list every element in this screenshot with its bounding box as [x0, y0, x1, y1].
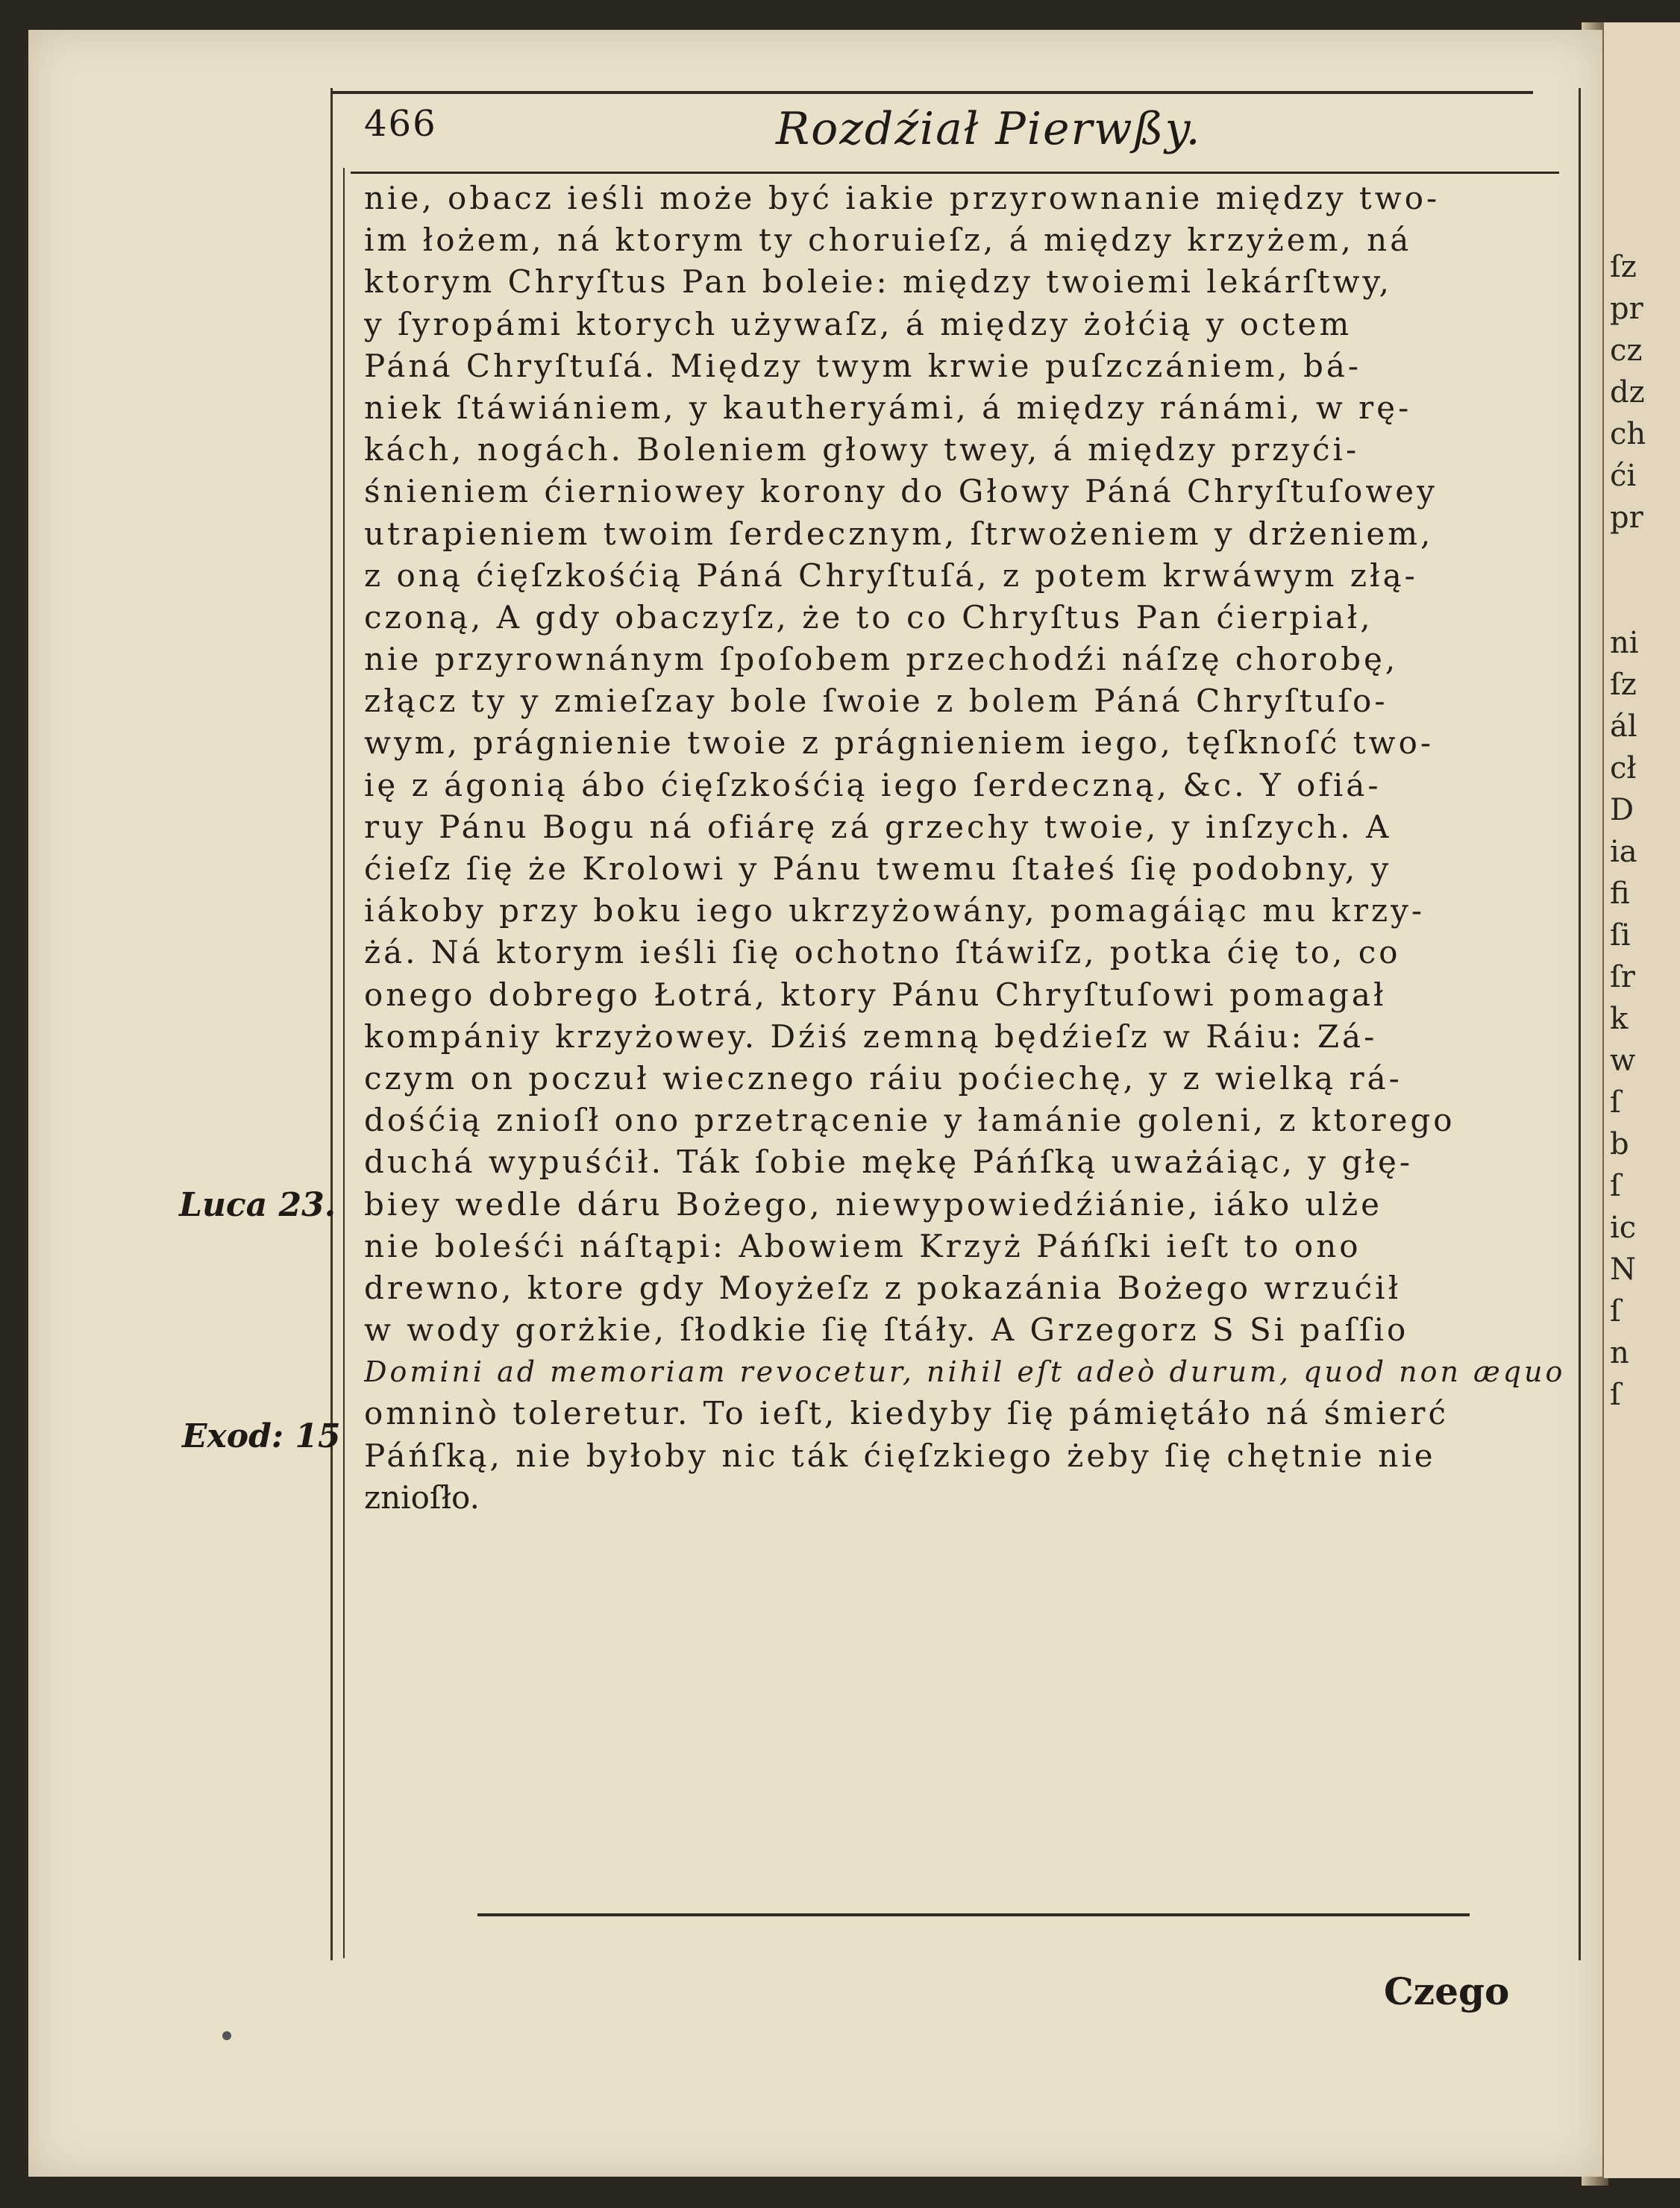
text-line: ćieſz ſię że Krolowi y Pánu twemu ſtałeś ſię podobny, y [364, 850, 1392, 887]
text-line: znioſło. [364, 1478, 480, 1516]
facing-page-fragment: ći [1610, 459, 1637, 493]
text-line: Páńſką, nie byłoby nic ták ćięſzkiego żeby ſię chętnie nie [364, 1437, 1436, 1474]
facing-page-fragment: pr [1610, 501, 1643, 535]
facing-page-fragment: ſi [1610, 918, 1631, 953]
text-line: nie przyrownánym ſpoſobem przechodźi náſzę chorobę, [364, 641, 1399, 678]
facing-page-fragment: cz [1610, 333, 1643, 368]
text-line: onego dobrego Łotrá, ktory Pánu Chryſtuſowi pomagał [364, 976, 1387, 1013]
text-line: y ſyropámi ktorych używaſz, á między żołćią y octem [364, 305, 1353, 342]
facing-page-fragment [1610, 580, 1646, 622]
text-line: z oną ćięſzkośćią Páná Chryſtuſá, z potem krwáwym złą- [364, 556, 1418, 594]
facing-page-fragment: D [1610, 793, 1634, 827]
text-line: czoną, A gdy obaczyſz, że to co Chryſtus Pan ćierpiał, [364, 598, 1373, 636]
text-line: niek ſtáwiániem, y kautheryámi, á między ránámi, w rę- [364, 389, 1412, 426]
text-line: nie boleśći náſtąpi: Abowiem Krzyż Páńſki ieſt to ono [364, 1227, 1361, 1264]
ink-spot [222, 2031, 231, 2040]
facing-page-fragment: cł [1610, 751, 1637, 785]
text-line: ię z ágonią ábo ćięſzkośćią iego ſerdeczną, &c. Y ofiá- [364, 766, 1382, 803]
catchword: Czego [1384, 1969, 1510, 2013]
facing-page-fragment: ni [1610, 626, 1639, 660]
facing-page-fragment: ia [1610, 835, 1637, 869]
text-line: kách, nogách. Boleniem głowy twey, á między przyći- [364, 431, 1360, 468]
running-head [358, 103, 1582, 166]
facing-page-fragment: ſ [1610, 1294, 1621, 1329]
text-line: kompániy krzyżowey. Dźiś zemną będźieſz w Ráiu: Zá- [364, 1017, 1378, 1055]
facing-page-fragment: w [1610, 1044, 1636, 1078]
facing-page-fragment: ſz [1610, 668, 1637, 702]
facing-page-text [1610, 246, 1646, 1416]
facing-page-fragment: k [1610, 1002, 1629, 1036]
text-line: nie, obacz ieśli może być iakie przyrownanie między two- [364, 180, 1441, 216]
text-line: Páná Chryſtuſá. Między twym krwie puſzczániem, bá- [364, 347, 1362, 384]
text-line: śnieniem ćierniowey korony do Głowy Páná Chryſtuſowey [364, 473, 1438, 510]
facing-page-fragment: n [1610, 1336, 1629, 1370]
chapter-title: Rozdźiał Pierwßy. [776, 103, 1202, 155]
text-line: wym, prágnienie twoie z prágnieniem iego, tęſknoſć two- [364, 724, 1435, 762]
text-line: dośćią znioſł ono przetrącenie y łamánie goleni, z ktorego [364, 1102, 1455, 1139]
text-line: omninò toleretur. To ieſt, kiedyby ſię pámiętáło ná śmierć [364, 1395, 1449, 1432]
bottom-rule [477, 1913, 1470, 1916]
text-line: ruy Pánu Bogu ná ofiárę zá grzechy twoie, y inſzych. A [364, 808, 1392, 845]
margin-note-exod: Exod: 15 [182, 1417, 341, 1455]
facing-page-fragment: ch [1610, 417, 1646, 451]
text-line: złącz ty y zmieſzay bole ſwoie z bolem Páná Chryſtuſo- [364, 683, 1388, 720]
facing-page-fragment: ic [1610, 1211, 1637, 1245]
text-line: drewno, ktore gdy Moyżeſz z pokazánia Bożego wrzućił [364, 1269, 1402, 1306]
facing-page-fragment: ál [1610, 709, 1637, 744]
text-line: iákoby przy boku iego ukrzyżowány, pomagáiąc mu krzy- [364, 892, 1426, 929]
facing-page-fragment [1610, 539, 1646, 580]
margin-note-luca: Luca 23. [179, 1186, 336, 1224]
facing-page-fragment: ſ [1610, 1169, 1621, 1203]
text-line: duchá wypuśćił. Ták ſobie mękę Páńſką uważáiąc, y głę- [364, 1144, 1414, 1181]
header-rule [351, 172, 1559, 174]
text-line: im łożem, ná ktorym ty choruieſz, á między krzyżem, ná [364, 222, 1412, 259]
text-line: żá. Ná ktorym ieśli ſię ochotno ſtáwiſz, potka ćię to, co [364, 934, 1401, 971]
facing-page-fragment: ſ [1610, 1378, 1621, 1412]
text-line: biey wedle dáru Bożego, niewypowiedźiánie, iáko ulże [364, 1185, 1382, 1223]
text-line: ktorym Chryſtus Pan boleie: między twoiemi lekárſtwy, [364, 263, 1392, 301]
facing-page-fragment: N [1610, 1252, 1636, 1287]
facing-page-fragment: pr [1610, 292, 1643, 326]
facing-page-edge [1604, 22, 1680, 2178]
facing-page-fragment: fi [1610, 876, 1630, 911]
facing-page-fragment: ſ [1610, 1085, 1621, 1120]
page-number: 466 [364, 103, 437, 145]
facing-page-fragment: ſz [1610, 250, 1637, 284]
text-line: w wody gorżkie, ſłodkie ſię ſtáły. A Grzegorz S Si paſſio [364, 1311, 1409, 1349]
text-line: Domini ad memoriam revocetur, nihil eſt adeò durum, quod non æquo [364, 1355, 1566, 1389]
facing-page-fragment: ſr [1610, 960, 1635, 994]
text-line: czym on poczuł wiecznego ráiu poćiechę, y z wielką rá- [364, 1059, 1402, 1097]
top-rule [330, 91, 1533, 94]
facing-page-fragment: b [1610, 1127, 1629, 1161]
body-text [364, 178, 1580, 1519]
facing-page-fragment: dz [1610, 375, 1645, 410]
text-line: utrapieniem twoim ſerdecznym, ſtrwożeniem y drżeniem, [364, 515, 1434, 552]
